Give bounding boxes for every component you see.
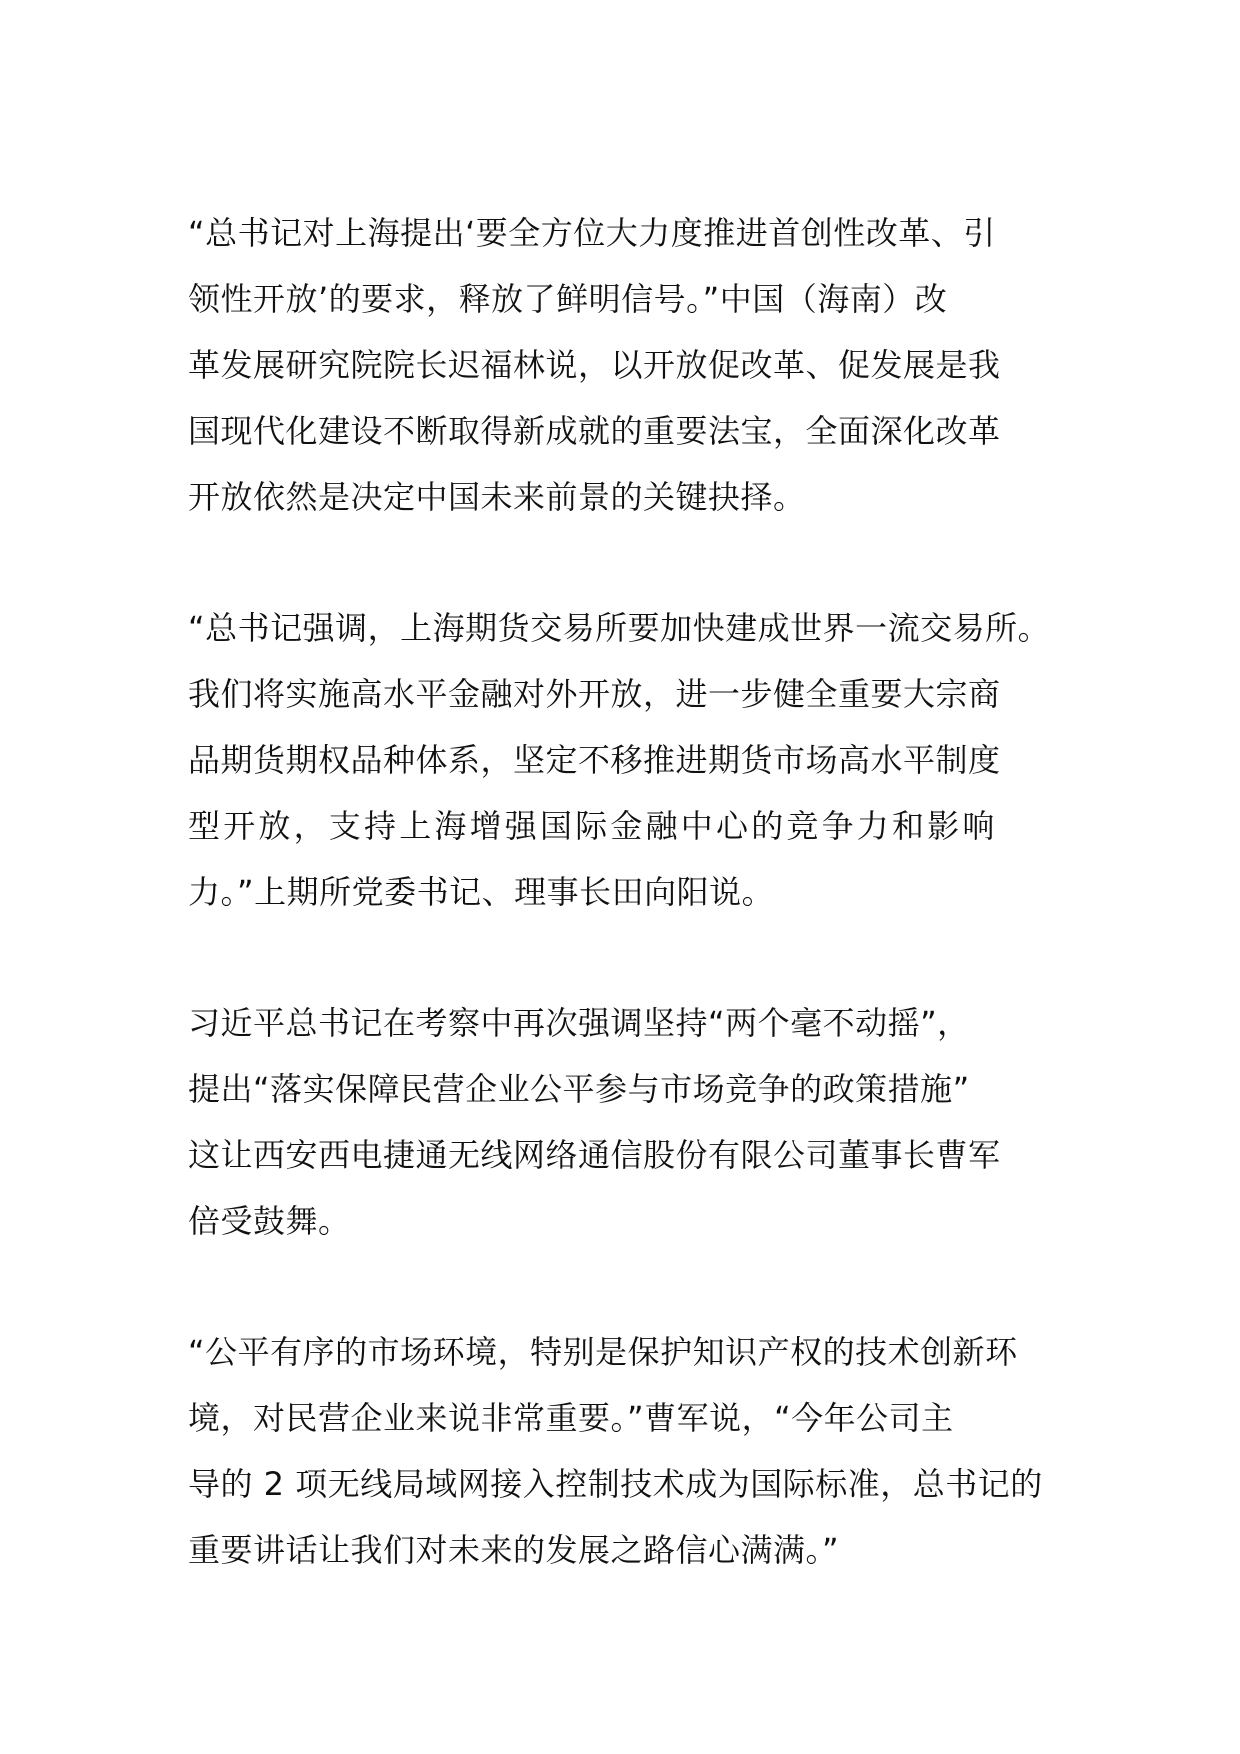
paragraph-line: 领性开放’的要求，释放了鲜明信号。”中国（海南）改 — [188, 280, 948, 318]
paragraph-line: 倍受鼓舞。 — [188, 1202, 351, 1240]
paragraph-4 — [188, 1319, 1068, 1583]
paragraph-line: 开放依然是决定中国未来前景的关键抉择。 — [188, 478, 806, 516]
paragraph-3 — [188, 990, 1068, 1254]
paragraph-line: 我们将实施高水平金融对外开放，进一步健全重要大宗商 — [188, 675, 1001, 713]
paragraph-line: “总书记强调，上海期货交易所要加快建成世界一流交易所。 — [188, 609, 1051, 647]
paragraph-line: 国现代化建设不断取得新成就的重要法宝，全面深化改革 — [188, 412, 1001, 450]
paragraph-line: 境，对民营企业来说非常重要。”曹军说，“今年公司主 — [188, 1399, 954, 1437]
paragraph-line: 品期货期权品种体系，坚定不移推进期货市场高水平制度 — [188, 741, 1001, 779]
paragraph-line: “总书记对上海提出‘要全方位大力度推进首创性改革、引 — [188, 214, 996, 252]
paragraph-line: 这让西安西电捷通无线网络通信股份有限公司董事长曹军 — [188, 1136, 1001, 1174]
paragraph-line: “公平有序的市场环境，特别是保护知识产权的技术创新环 — [188, 1333, 1018, 1371]
paragraph-line: 革发展研究院院长迟福林说，以开放促改革、促发展是我 — [188, 346, 1001, 384]
paragraph-line: 型开放，支持上海增强国际金融中心的竞争力和影响 — [188, 807, 998, 845]
paragraph-line: 提出“落实保障民营企业公平参与市场竞争的政策措施” — [188, 1070, 970, 1108]
paragraph-line: 力。”上期所党委书记、理事长田向阳说。 — [188, 873, 775, 911]
paragraph-2 — [188, 595, 1068, 925]
paragraph-1 — [188, 200, 1068, 530]
paragraph-line: 导的 2 项无线局域网接入控制技术成为国际标准，总书记的 — [188, 1465, 1043, 1503]
paragraph-line: 重要讲话让我们对未来的发展之路信心满满。” — [188, 1531, 840, 1569]
article-body — [188, 200, 1068, 1648]
paragraph-line: 习近平总书记在考察中再次强调坚持“两个毫不动摇”， — [188, 1004, 970, 1042]
